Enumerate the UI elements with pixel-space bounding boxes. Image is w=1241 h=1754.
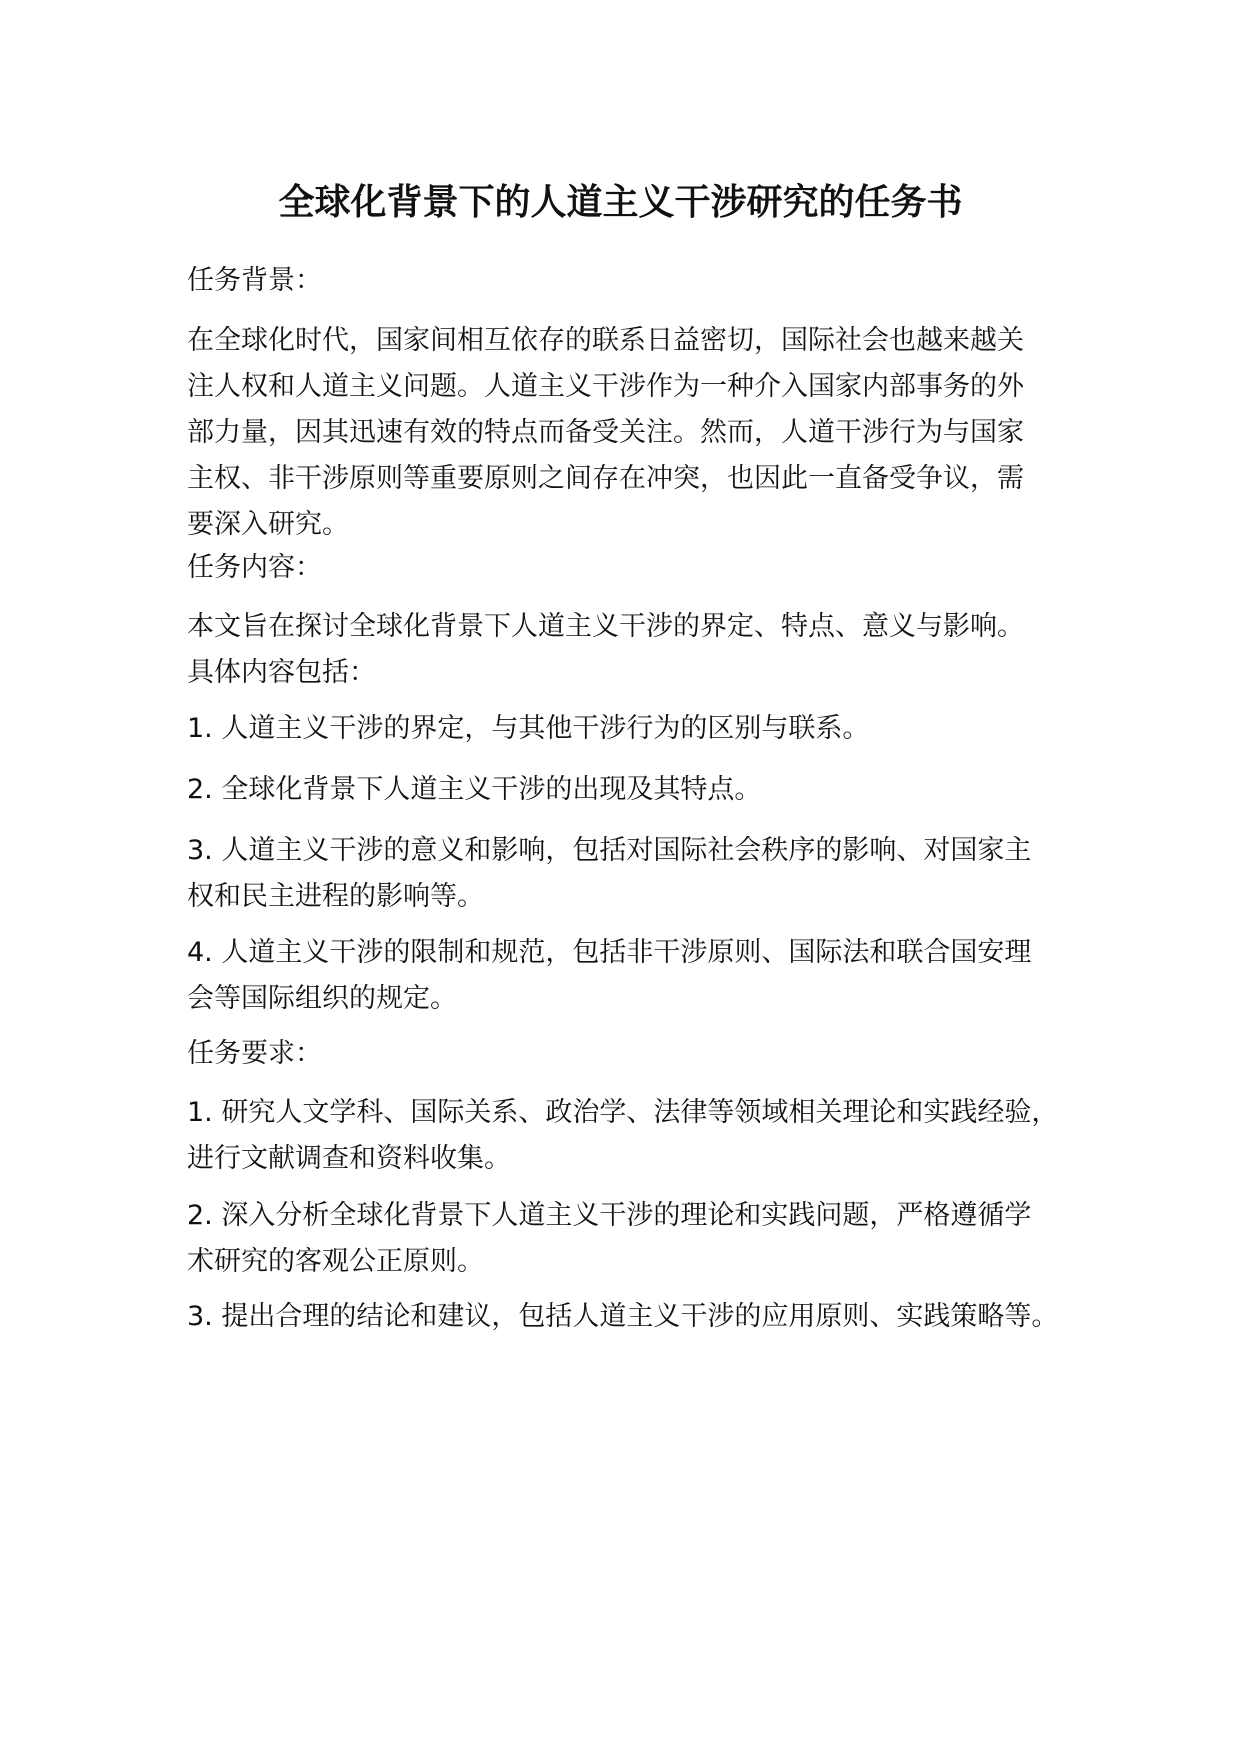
paragraph-line: 注人权和人道主义问题。人道主义干涉作为一种介入国家内部事务的外: [187, 371, 1024, 402]
content-intro-paragraph: [187, 604, 1087, 696]
section-heading-content: 任务内容：: [187, 552, 322, 583]
requirement-item-2: [187, 1193, 1087, 1285]
requirement-item-1: [187, 1090, 1087, 1182]
list-item-line: 术研究的客观公正原则。: [187, 1246, 484, 1277]
list-item-line: 1. 研究人文学科、国际关系、政治学、法律等领域相关理论和实践经验，: [187, 1097, 1059, 1128]
paragraph-line: 主权、非干涉原则等重要原则之间存在冲突，也因此一直备受争议，需: [187, 463, 1024, 494]
list-item-line: 进行文献调查和资料收集。: [187, 1143, 511, 1174]
list-item-line: 权和民主进程的影响等。: [187, 881, 484, 912]
list-item-line: 会等国际组织的规定。: [187, 983, 457, 1014]
section-heading-requirements: 任务要求：: [187, 1038, 322, 1069]
list-item-line: 2. 深入分析全球化背景下人道主义干涉的理论和实践问题，严格遵循学: [187, 1200, 1032, 1231]
paragraph-line: 要深入研究。: [187, 509, 349, 540]
content-item-1: [187, 706, 1087, 752]
background-paragraph: [187, 318, 1087, 548]
list-item-line: 1. 人道主义干涉的界定，与其他干涉行为的区别与联系。: [187, 713, 870, 744]
section-heading-background: 任务背景：: [187, 265, 322, 296]
requirement-item-3: [187, 1294, 1087, 1340]
document-title: 全球化背景下的人道主义干涉研究的任务书: [278, 182, 963, 223]
content-item-4: [187, 930, 1087, 1022]
list-item-line: 3. 人道主义干涉的意义和影响，包括对国际社会秩序的影响、对国家主: [187, 835, 1032, 866]
list-item-line: 2. 全球化背景下人道主义干涉的出现及其特点。: [187, 774, 762, 805]
list-item-line: 4. 人道主义干涉的限制和规范，包括非干涉原则、国际法和联合国安理: [187, 937, 1032, 968]
list-item-line: 3. 提出合理的结论和建议，包括人道主义干涉的应用原则、实践策略等。: [187, 1301, 1059, 1332]
paragraph-line: 本文旨在探讨全球化背景下人道主义干涉的界定、特点、意义与影响。: [187, 611, 1024, 642]
paragraph-line: 部力量，因其迅速有效的特点而备受关注。然而，人道干涉行为与国家: [187, 417, 1024, 448]
paragraph-line: 具体内容包括：: [187, 657, 376, 688]
content-item-2: [187, 767, 1087, 813]
paragraph-line: 在全球化时代，国家间相互依存的联系日益密切，国际社会也越来越关: [187, 325, 1024, 356]
content-item-3: [187, 828, 1087, 920]
